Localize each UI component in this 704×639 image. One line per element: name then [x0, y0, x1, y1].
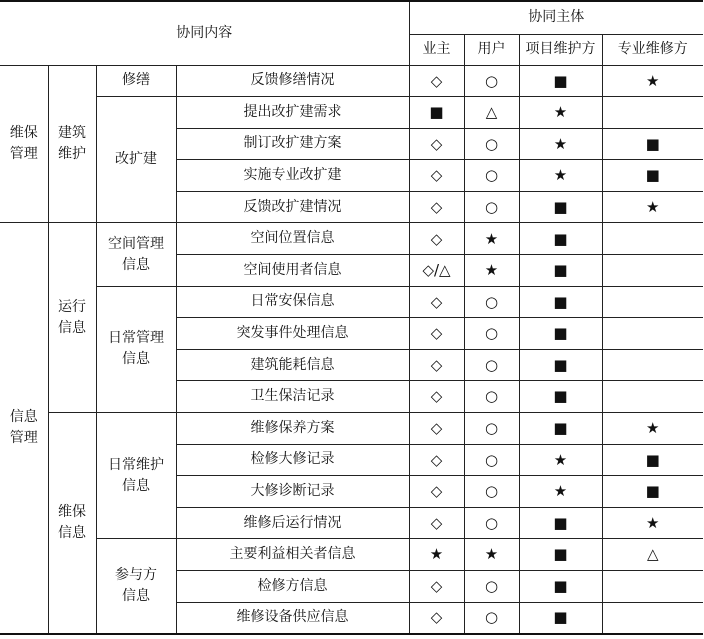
mark-cell: ★ [519, 128, 602, 160]
mark-cell: ★ [519, 97, 602, 129]
mark-cell: ◇ [409, 381, 464, 413]
mark-cell: △ [602, 539, 703, 571]
group-building-maint: 建筑 维护 [48, 65, 96, 223]
mark-cell [602, 286, 703, 318]
group-ops-info: 运行 信息 [48, 223, 96, 413]
item-cell: 制订改扩建方案 [176, 128, 409, 160]
item-cell: 实施专业改扩建 [176, 160, 409, 192]
mark-cell: ■ [519, 223, 602, 255]
mark-cell: ■ [519, 539, 602, 571]
mark-cell [602, 571, 703, 603]
mark-cell: ★ [464, 539, 519, 571]
table-row [0, 65, 703, 97]
item-cell: 反馈改扩建情况 [176, 191, 409, 223]
mark-cell: ■ [602, 444, 703, 476]
item-cell: 主要利益相关者信息 [176, 539, 409, 571]
mark-cell: ■ [519, 191, 602, 223]
mark-cell: ■ [519, 255, 602, 287]
header-party-user: 用户 [464, 34, 519, 65]
mark-cell: ◇ [409, 191, 464, 223]
mark-cell: ◇ [409, 128, 464, 160]
item-cell: 提出改扩建需求 [176, 97, 409, 129]
mark-cell: ○ [464, 507, 519, 539]
mark-cell: ○ [464, 191, 519, 223]
header-party-specialist-repairer: 专业维修方 [602, 34, 703, 65]
mark-cell [602, 349, 703, 381]
mark-cell: ◇/△ [409, 255, 464, 287]
mark-cell: ★ [464, 223, 519, 255]
item-cell: 维修保养方案 [176, 413, 409, 445]
item-cell: 维修设备供应信息 [176, 602, 409, 634]
group-repair: 修缮 [96, 65, 176, 97]
item-cell: 检修方信息 [176, 571, 409, 603]
group-daily-mgmt-info: 日常管理 信息 [96, 286, 176, 412]
mark-cell: ○ [464, 571, 519, 603]
mark-cell: ■ [602, 160, 703, 192]
group-participant-info: 参与方 信息 [96, 539, 176, 634]
group-renovation: 改扩建 [96, 97, 176, 223]
item-cell: 卫生保洁记录 [176, 381, 409, 413]
mark-cell: ○ [464, 413, 519, 445]
item-cell: 空间位置信息 [176, 223, 409, 255]
item-cell: 反馈修缮情况 [176, 65, 409, 97]
mark-cell: ★ [602, 413, 703, 445]
mark-cell: ■ [519, 349, 602, 381]
mark-cell: ○ [464, 349, 519, 381]
table-row [0, 413, 703, 445]
table-row [0, 286, 703, 318]
mark-cell: ★ [519, 476, 602, 508]
mark-cell: ○ [464, 286, 519, 318]
mark-cell: ■ [519, 381, 602, 413]
mark-cell: ■ [602, 128, 703, 160]
mark-cell: ○ [464, 381, 519, 413]
mark-cell: ○ [464, 160, 519, 192]
item-cell: 维修后运行情况 [176, 507, 409, 539]
mark-cell [602, 255, 703, 287]
mark-cell [602, 223, 703, 255]
mark-cell: ■ [519, 602, 602, 634]
mark-cell: ★ [409, 539, 464, 571]
group-info-mgmt: 信息 管理 [0, 223, 48, 634]
mark-cell: △ [464, 97, 519, 129]
item-cell: 空间使用者信息 [176, 255, 409, 287]
mark-cell: ■ [519, 65, 602, 97]
mark-cell: ◇ [409, 65, 464, 97]
mark-cell: ★ [602, 65, 703, 97]
mark-cell [602, 318, 703, 350]
mark-cell: ■ [519, 318, 602, 350]
mark-cell: ○ [464, 444, 519, 476]
mark-cell: ○ [464, 318, 519, 350]
table-row [0, 539, 703, 571]
item-cell: 建筑能耗信息 [176, 349, 409, 381]
header-row-1 [0, 1, 703, 34]
mark-cell: ■ [519, 286, 602, 318]
mark-cell: ■ [519, 507, 602, 539]
mark-cell [602, 381, 703, 413]
header-content: 协同内容 [0, 1, 409, 65]
header-party-project-maintainer: 项目维护方 [519, 34, 602, 65]
mark-cell: ◇ [409, 318, 464, 350]
mark-cell: ○ [464, 476, 519, 508]
mark-cell: ■ [519, 571, 602, 603]
mark-cell: ★ [519, 160, 602, 192]
mark-cell: ◇ [409, 160, 464, 192]
group-space-mgmt-info: 空间管理 信息 [96, 223, 176, 286]
mark-cell: ★ [602, 191, 703, 223]
header-subject: 协同主体 [409, 1, 703, 34]
item-cell: 检修大修记录 [176, 444, 409, 476]
mark-cell: ■ [519, 413, 602, 445]
mark-cell: ◇ [409, 349, 464, 381]
item-cell: 突发事件处理信息 [176, 318, 409, 350]
mark-cell: ○ [464, 128, 519, 160]
mark-cell: ◇ [409, 444, 464, 476]
mark-cell: ★ [602, 507, 703, 539]
mark-cell: ◇ [409, 476, 464, 508]
mark-cell: ◇ [409, 413, 464, 445]
table-row [0, 97, 703, 129]
mark-cell: ◇ [409, 602, 464, 634]
table-row [0, 223, 703, 255]
group-maint-mgmt: 维保 管理 [0, 65, 48, 223]
mark-cell: ○ [464, 602, 519, 634]
mark-cell: ◇ [409, 571, 464, 603]
item-cell: 日常安保信息 [176, 286, 409, 318]
mark-cell: ○ [464, 65, 519, 97]
mark-cell: ★ [519, 444, 602, 476]
mark-cell: ◇ [409, 507, 464, 539]
mark-cell: ★ [464, 255, 519, 287]
mark-cell: ◇ [409, 223, 464, 255]
item-cell: 大修诊断记录 [176, 476, 409, 508]
header-party-owner: 业主 [409, 34, 464, 65]
mark-cell [602, 97, 703, 129]
mark-cell: ■ [602, 476, 703, 508]
mark-cell: ■ [409, 97, 464, 129]
mark-cell [602, 602, 703, 634]
mark-cell: ◇ [409, 286, 464, 318]
group-daily-maint-info: 日常维护 信息 [96, 413, 176, 539]
group-maint-info: 维保 信息 [48, 413, 96, 634]
